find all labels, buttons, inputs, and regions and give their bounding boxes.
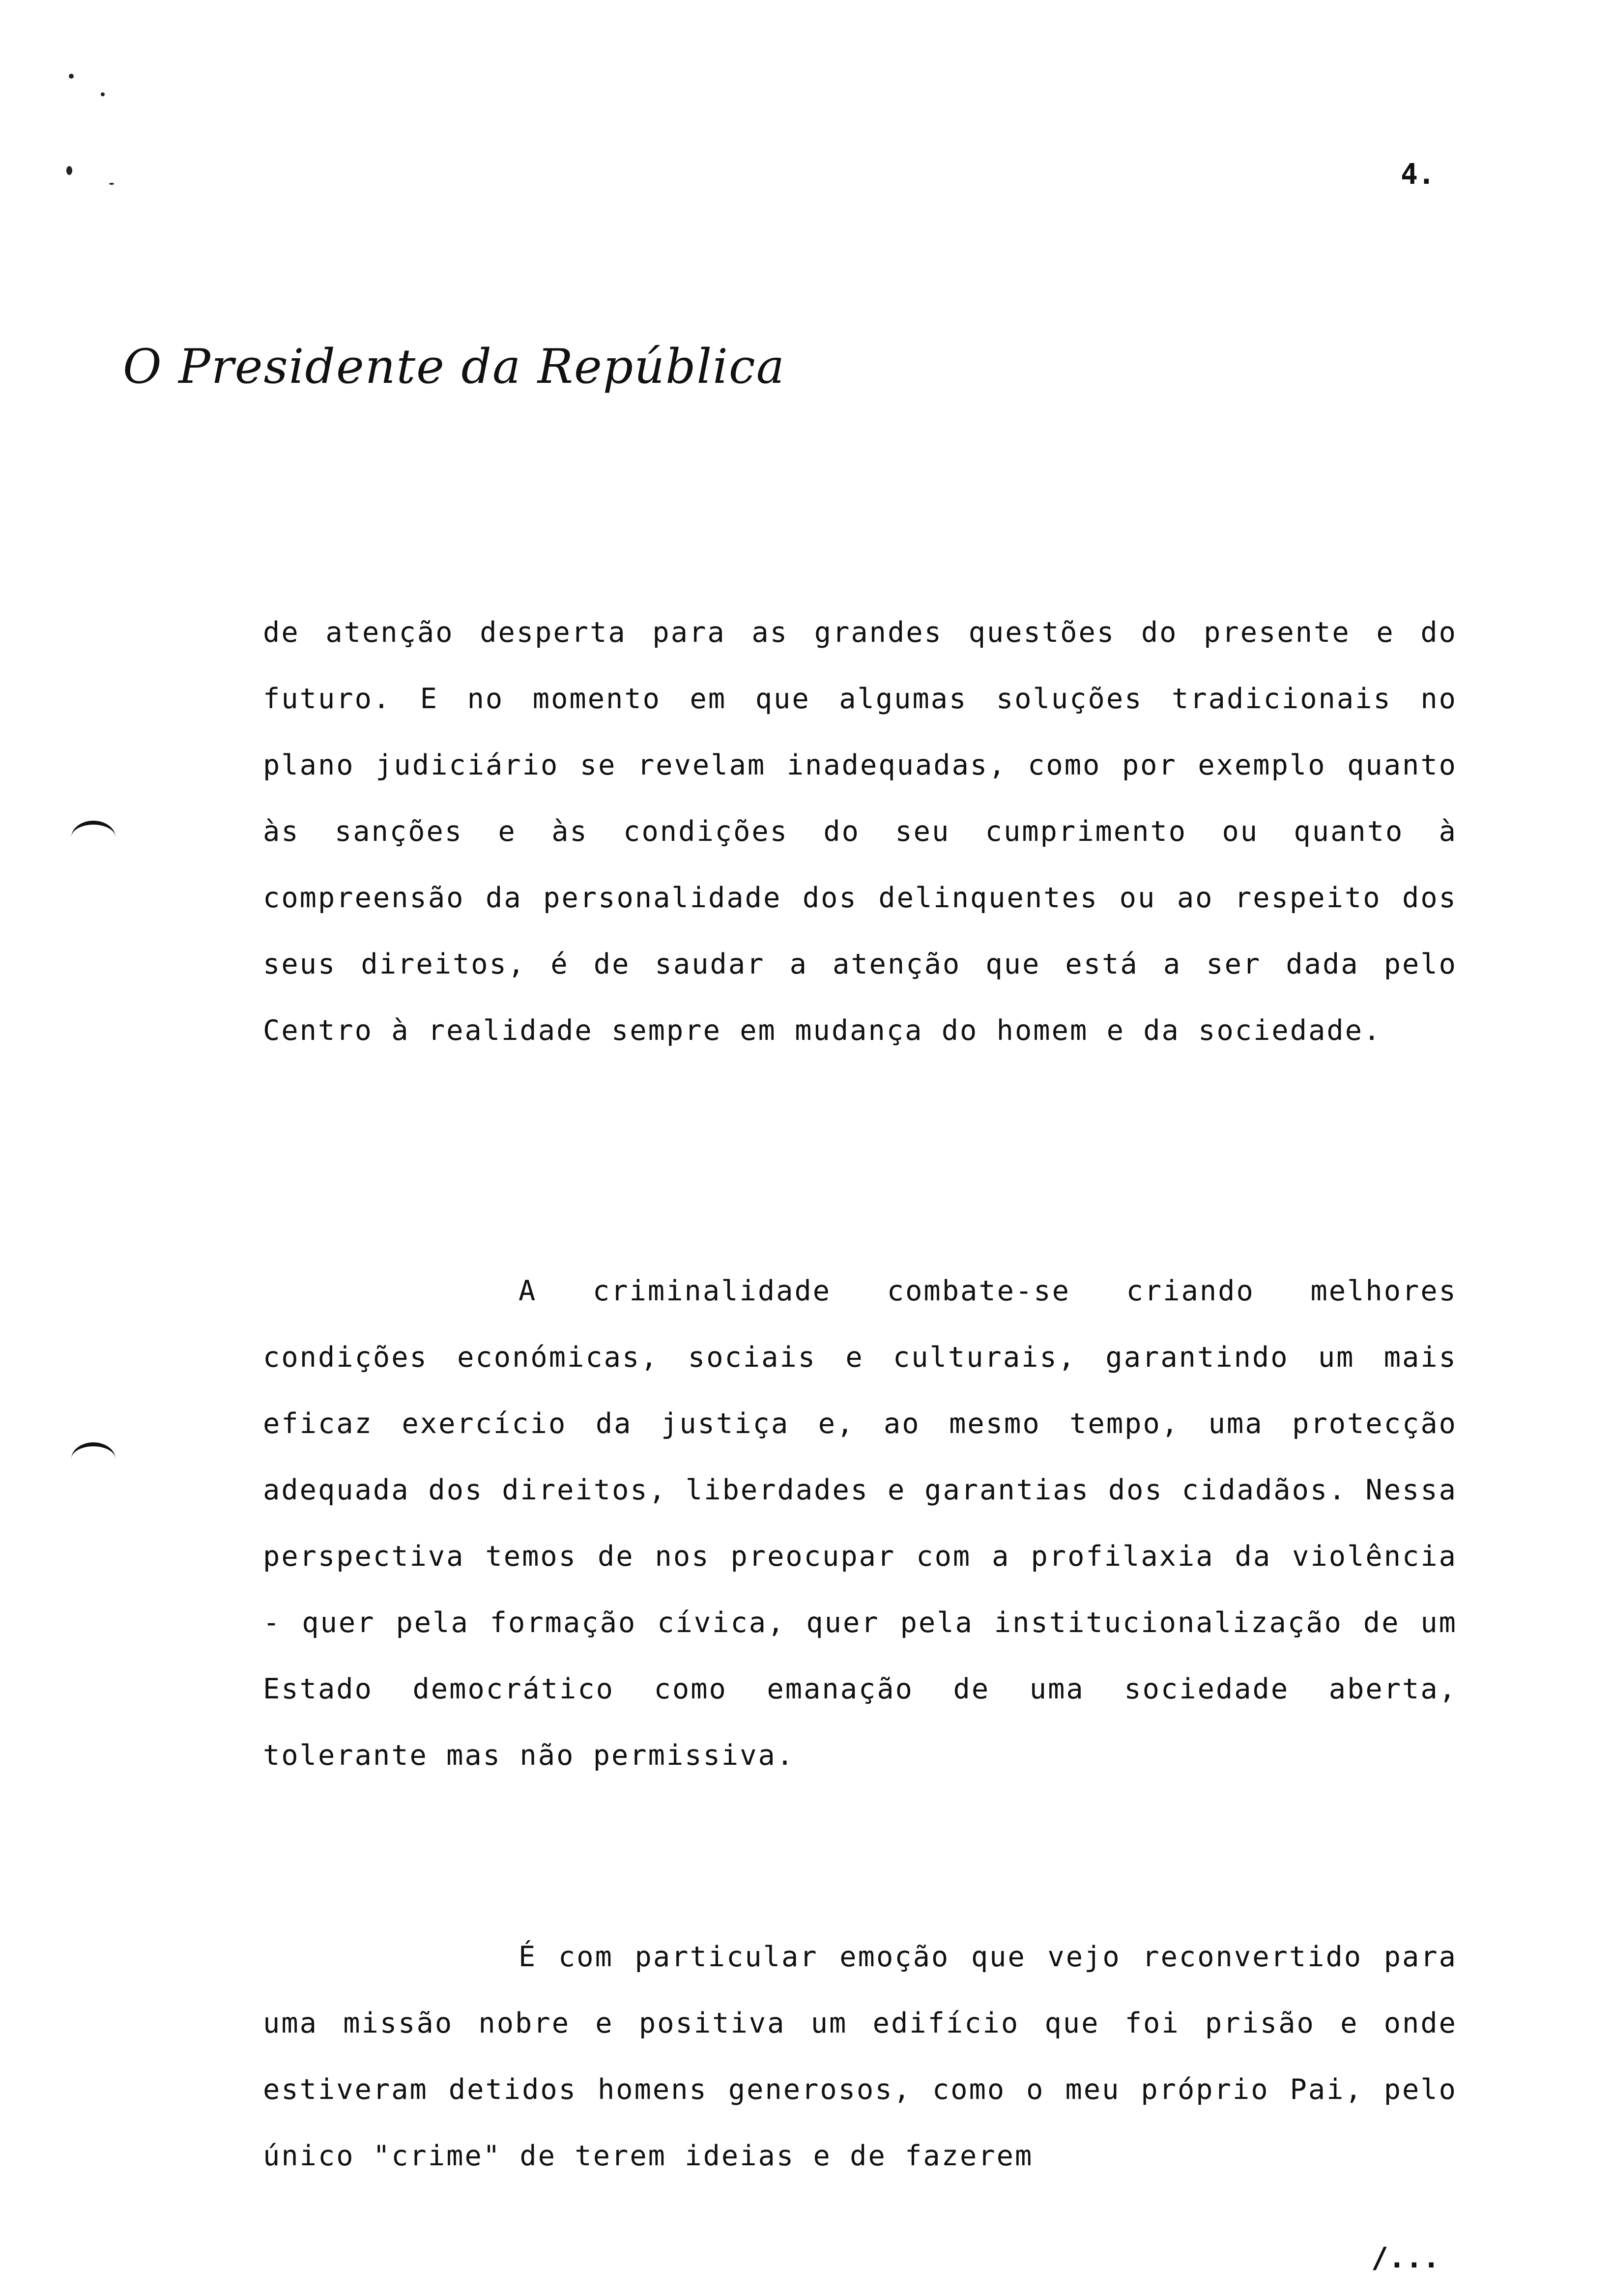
scan-speck — [69, 74, 74, 79]
punch-hole-mark — [71, 1442, 115, 1476]
paragraph-1: de atenção desperta para as grandes questões do presente e do futuro. E no momento em que algumas soluções tradicionais no plano judiciário se revelam inadequadas, como por exemplo quanto às sanções e às condições do seu cumprimento ou quanto à compreensão da personalidade dos delinquentes ou ao respeito dos seus direitos, é de saudar a atenção que está a ser dada pelo Centro à realidade sempre em mudança do homem e da sociedade. — [263, 616, 1457, 1047]
letterhead: O Presidente da República — [123, 339, 785, 394]
scan-speck — [109, 183, 114, 185]
paragraph-3: É com particular emoção que vejo reconvertido para uma missão nobre e positiva um edifício que foi prisão e onde estiveram detidos homens generosos, como o meu próprio Pai, pelo único "crime" de terem ideias e de fazerem — [263, 1941, 1457, 2172]
page-number: 4. — [1401, 157, 1435, 191]
punch-hole-mark — [71, 821, 115, 854]
continuation-mark: /... — [1371, 2241, 1440, 2274]
scan-speck — [101, 92, 105, 96]
paragraph-2: A criminalidade combate-se criando melhores condições económicas, sociais e culturais, garantindo um mais eficaz exercício da justiça e, ao mesmo tempo, uma protecção adequada dos direitos, liberdades e garantias dos cidadãos. Nessa perspectiva temos de nos preocupar com a profilaxia da violência - quer pela formação cívica, quer pela institucionalização de um Estado democrático como emanação de uma sociedade aberta, tolerante mas não permissiva. — [263, 1275, 1457, 1772]
scan-speck — [66, 166, 72, 175]
